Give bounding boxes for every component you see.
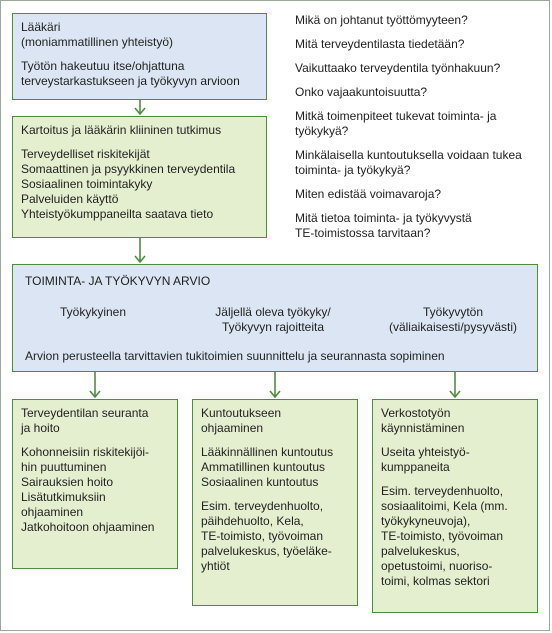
assessment-col-partial: Jäljellä oleva työkyky/ Työkyvyn rajoitteita <box>215 305 331 334</box>
question: Mitä tietoa toiminta- ja työkyvystä TE-toimistossa tarvitaan? <box>295 211 472 240</box>
network-title: Verkostotyön käynnistäminen <box>381 406 465 435</box>
survey-item: Palveluiden käyttö <box>21 192 119 206</box>
survey-item: Sosiaalinen toimintakyky <box>21 177 153 191</box>
health-item: Sairauksien hoito <box>21 475 114 489</box>
health-item: Kohonneisiin riskitekijöi- hin puuttuminen <box>21 445 150 474</box>
question: Vaikuttaako terveydentila työnhakuun? <box>295 61 501 75</box>
assessment-col-able: Työkykyinen <box>59 305 127 319</box>
rehab-item: Sosiaalinen kuntoutus <box>201 475 319 489</box>
network-examples: Esim. terveydenhuolto, sosiaalitoimi, Kela (mm. työkykyneuvoja), TE-toimisto, työvoiman palvelukeskus, opetustoimi, nuoriso- toimi, kolmas sektori <box>381 484 508 588</box>
question: Minkälaisella kuntoutuksella voidaan tukea toiminta- ja työkykyä? <box>295 148 522 177</box>
question: Miten edistää voimavaroja? <box>295 187 442 201</box>
doctor-text: Työtön hakeutuu itse/ohjattuna terveystarkastukseen ja työkyvyn arvioon <box>21 59 240 88</box>
survey-item: Somaattinen ja psyykkinen terveydentila <box>21 162 236 176</box>
question: Mitkä toimenpiteet tukevat toiminta- ja työkykyä? <box>295 109 497 138</box>
question: Onko vajaakuntoisuutta? <box>295 85 428 99</box>
survey-item: Terveydelliset riskitekijät <box>21 147 150 161</box>
survey-item: Yhteistyökumppaneilta saatava tieto <box>21 207 214 221</box>
rehab-title: Kuntoutukseen ohjaaminen <box>201 406 282 435</box>
health-title: Terveydentilan seuranta ja hoito <box>21 406 149 435</box>
question: Mikä on johtanut työttömyyteen? <box>295 13 468 27</box>
rehab-item: Ammatillinen kuntoutus <box>201 460 326 474</box>
question: Mitä terveydentilasta tiedetään? <box>295 37 465 51</box>
rehab-item: Lääkinnällinen kuntoutus <box>201 445 334 459</box>
assessment-col-unable: Työkyvytön (väliaikaisesti/pysyvästi) <box>388 305 518 334</box>
assessment-title: TOIMINTA- JA TYÖKYVYN ARVIO <box>25 274 211 288</box>
assessment-footer: Arvion perusteella tarvittavien tukitoimien suunnittelu ja seurannasta sopiminen <box>25 349 445 363</box>
network-partners: Useita yhteistyö- kumppaneita <box>381 445 470 474</box>
doctor-title: Lääkäri (moniammatillinen yhteistyö) <box>21 20 174 49</box>
survey-title: Kartoitus ja lääkärin kliininen tutkimus <box>21 123 222 137</box>
health-item: Lisätutkimuksiin ohjaaminen <box>21 490 106 519</box>
health-item: Jatkohoitoon ohjaaminen <box>21 520 155 534</box>
rehab-examples: Esim. terveydenhuolto, päihdehuolto, Kela, TE-toimisto, työvoiman palvelukeskus, työeläke- yhtiöt <box>201 499 332 573</box>
